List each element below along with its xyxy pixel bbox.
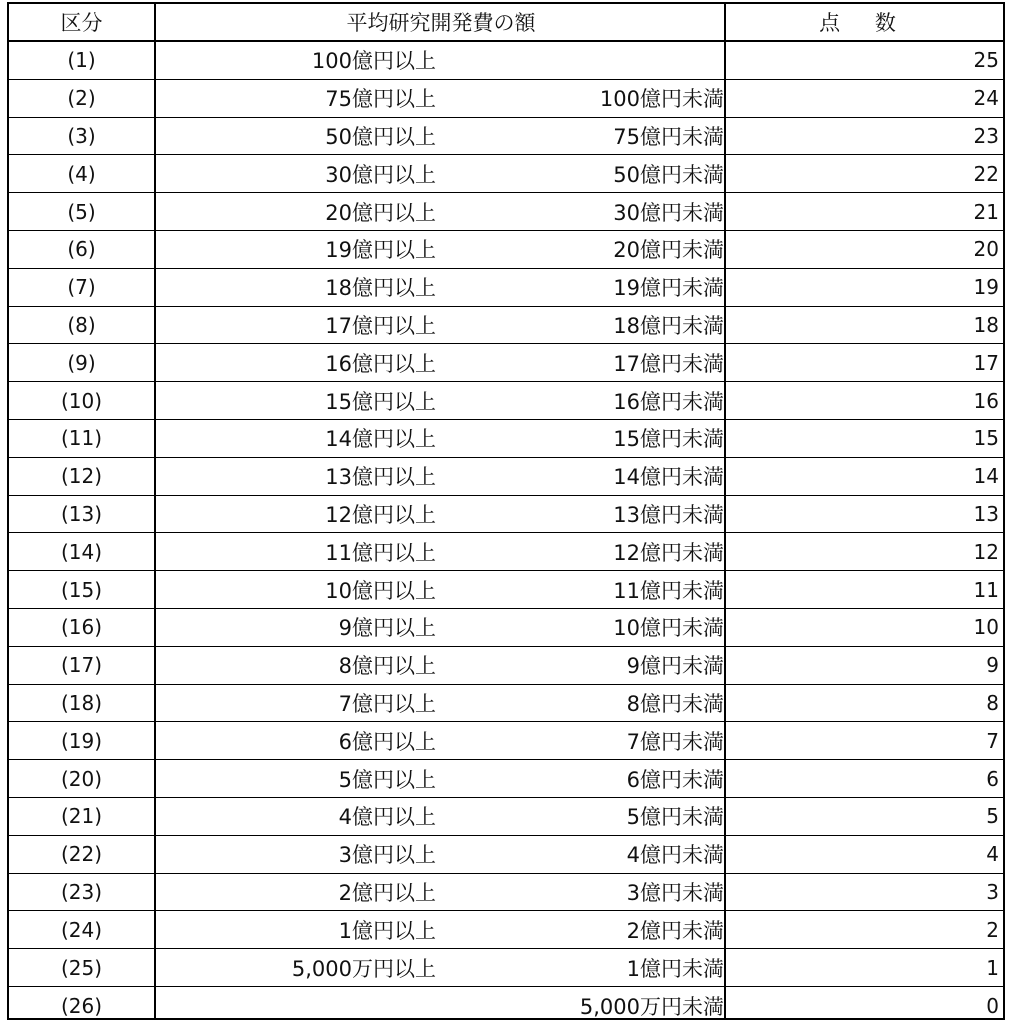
amount-to-cell — [436, 42, 726, 79]
amount-from-cell: 5,000万円以上 — [291, 956, 436, 981]
table-row — [9, 647, 1003, 685]
amount-from-cell: 10億円以上 — [325, 578, 436, 603]
table-row — [9, 949, 1003, 987]
kubun-cell: (24) — [60, 917, 103, 942]
table-row — [9, 193, 1003, 231]
amount-from-cell: 13億円以上 — [325, 465, 436, 490]
amount-from-cell: 9億円以上 — [338, 616, 436, 641]
points-cell: 24 — [973, 86, 999, 111]
kubun-cell: (12) — [60, 464, 103, 489]
points-cell: 25 — [973, 48, 999, 73]
points-cell: 14 — [973, 464, 999, 489]
amount-to-cell: 8億円未満 — [626, 691, 724, 716]
amount-from-cell: 18億円以上 — [325, 276, 436, 301]
divider-points — [724, 4, 726, 1018]
amount-from-cell: 14億円以上 — [325, 427, 436, 452]
amount-to-cell: 14億円未満 — [613, 465, 724, 490]
points-cell: 9 — [986, 653, 999, 678]
amount-from-cell: 5億円以上 — [338, 767, 436, 792]
score-table — [7, 2, 1005, 1020]
table-row — [9, 420, 1003, 458]
kubun-cell: (21) — [60, 804, 103, 829]
amount-from-cell: 20億円以上 — [325, 200, 436, 225]
amount-to-cell: 16億円未満 — [613, 389, 724, 414]
points-cell: 1 — [986, 955, 999, 980]
amount-from-cell — [156, 987, 436, 1025]
kubun-cell: (19) — [60, 728, 103, 753]
points-cell: 12 — [973, 539, 999, 564]
points-cell: 23 — [973, 123, 999, 148]
amount-to-cell: 6億円未満 — [626, 767, 724, 792]
amount-from-cell: 75億円以上 — [325, 87, 436, 112]
amount-from-cell: 3億円以上 — [338, 843, 436, 868]
kubun-cell: (16) — [60, 615, 103, 640]
table-row — [9, 118, 1003, 156]
kubun-cell: (13) — [60, 501, 103, 526]
table-row — [9, 344, 1003, 382]
points-cell: 10 — [973, 615, 999, 640]
kubun-cell: (18) — [60, 690, 103, 715]
amount-from-cell: 16億円以上 — [325, 351, 436, 376]
amount-to-cell: 3億円未満 — [626, 880, 724, 905]
points-cell: 0 — [986, 993, 999, 1018]
amount-to-cell: 9億円未満 — [626, 654, 724, 679]
header-kubun: 区分 — [60, 11, 103, 35]
amount-to-cell: 13億円未満 — [613, 502, 724, 527]
table-row — [9, 760, 1003, 798]
table-row — [9, 722, 1003, 760]
kubun-cell: (11) — [60, 426, 103, 451]
kubun-cell: (8) — [67, 312, 96, 337]
amount-from-cell: 11億円以上 — [325, 540, 436, 565]
table-row — [9, 307, 1003, 345]
table-row — [9, 685, 1003, 723]
amount-to-cell: 50億円未満 — [613, 162, 724, 187]
table-row — [9, 987, 1003, 1025]
kubun-cell: (26) — [60, 993, 103, 1018]
amount-to-cell: 2億円未満 — [626, 918, 724, 943]
amount-from-cell: 50億円以上 — [325, 124, 436, 149]
table-row — [9, 911, 1003, 949]
amount-to-cell: 7億円未満 — [626, 729, 724, 754]
points-cell: 3 — [986, 879, 999, 904]
points-cell: 11 — [973, 577, 999, 602]
table-row — [9, 231, 1003, 269]
points-cell: 21 — [973, 199, 999, 224]
amount-from-cell: 12億円以上 — [325, 502, 436, 527]
amount-to-cell: 1億円未満 — [626, 956, 724, 981]
table-row — [9, 874, 1003, 912]
amount-from-cell: 6億円以上 — [338, 729, 436, 754]
table-row — [9, 798, 1003, 836]
amount-to-cell: 15億円未満 — [613, 427, 724, 452]
table-row — [9, 382, 1003, 420]
points-cell: 5 — [986, 804, 999, 829]
amount-to-cell: 4億円未満 — [626, 843, 724, 868]
table-row — [9, 80, 1003, 118]
table-row — [9, 496, 1003, 534]
kubun-cell: (7) — [67, 275, 96, 300]
table-row — [9, 533, 1003, 571]
divider-kubun — [154, 4, 156, 1018]
amount-to-cell: 100億円未満 — [599, 87, 724, 112]
table-row — [9, 155, 1003, 193]
header-points: 点 数 — [819, 11, 910, 35]
amount-to-cell: 19億円未満 — [613, 276, 724, 301]
points-cell: 2 — [986, 917, 999, 942]
kubun-cell: (17) — [60, 653, 103, 678]
points-cell: 22 — [973, 161, 999, 186]
amount-from-cell: 1億円以上 — [338, 918, 436, 943]
points-cell: 13 — [973, 501, 999, 526]
kubun-cell: (22) — [60, 842, 103, 867]
kubun-cell: (1) — [67, 48, 96, 73]
kubun-cell: (10) — [60, 388, 103, 413]
table-header — [9, 4, 1003, 42]
kubun-cell: (14) — [60, 539, 103, 564]
amount-from-cell: 7億円以上 — [338, 691, 436, 716]
amount-to-cell: 20億円未満 — [613, 238, 724, 263]
points-cell: 20 — [973, 237, 999, 262]
table-row — [9, 458, 1003, 496]
kubun-cell: (6) — [67, 237, 96, 262]
points-cell: 18 — [973, 312, 999, 337]
table-row — [9, 609, 1003, 647]
amount-to-cell: 18億円未満 — [613, 313, 724, 338]
kubun-cell: (15) — [60, 577, 103, 602]
kubun-cell: (4) — [67, 161, 96, 186]
amount-to-cell: 11億円未満 — [613, 578, 724, 603]
points-cell: 7 — [986, 728, 999, 753]
amount-from-cell: 100億円以上 — [311, 49, 436, 74]
kubun-cell: (9) — [67, 350, 96, 375]
table-row — [9, 42, 1003, 80]
points-cell: 17 — [973, 350, 999, 375]
amount-from-cell: 15億円以上 — [325, 389, 436, 414]
amount-from-cell: 17億円以上 — [325, 313, 436, 338]
points-cell: 16 — [973, 388, 999, 413]
table-row — [9, 836, 1003, 874]
amount-from-cell: 8億円以上 — [338, 654, 436, 679]
kubun-cell: (20) — [60, 766, 103, 791]
amount-to-cell: 75億円未満 — [613, 124, 724, 149]
table-row — [9, 571, 1003, 609]
points-cell: 4 — [986, 842, 999, 867]
amount-to-cell: 5億円未満 — [626, 805, 724, 830]
amount-to-cell: 30億円未満 — [613, 200, 724, 225]
points-cell: 8 — [986, 690, 999, 715]
points-cell: 15 — [973, 426, 999, 451]
amount-from-cell: 4億円以上 — [338, 805, 436, 830]
amount-to-cell: 5,000万円未満 — [579, 994, 724, 1019]
amount-from-cell: 19億円以上 — [325, 238, 436, 263]
points-cell: 19 — [973, 275, 999, 300]
amount-to-cell: 12億円未満 — [613, 540, 724, 565]
kubun-cell: (5) — [67, 199, 96, 224]
kubun-cell: (3) — [67, 123, 96, 148]
amount-to-cell: 10億円未満 — [613, 616, 724, 641]
amount-from-cell: 2億円以上 — [338, 880, 436, 905]
amount-from-cell: 30億円以上 — [325, 162, 436, 187]
kubun-cell: (25) — [60, 955, 103, 980]
header-amount: 平均研究開発費の額 — [346, 11, 536, 35]
kubun-cell: (2) — [67, 86, 96, 111]
table-row — [9, 269, 1003, 307]
kubun-cell: (23) — [60, 879, 103, 904]
points-cell: 6 — [986, 766, 999, 791]
amount-to-cell: 17億円未満 — [613, 351, 724, 376]
